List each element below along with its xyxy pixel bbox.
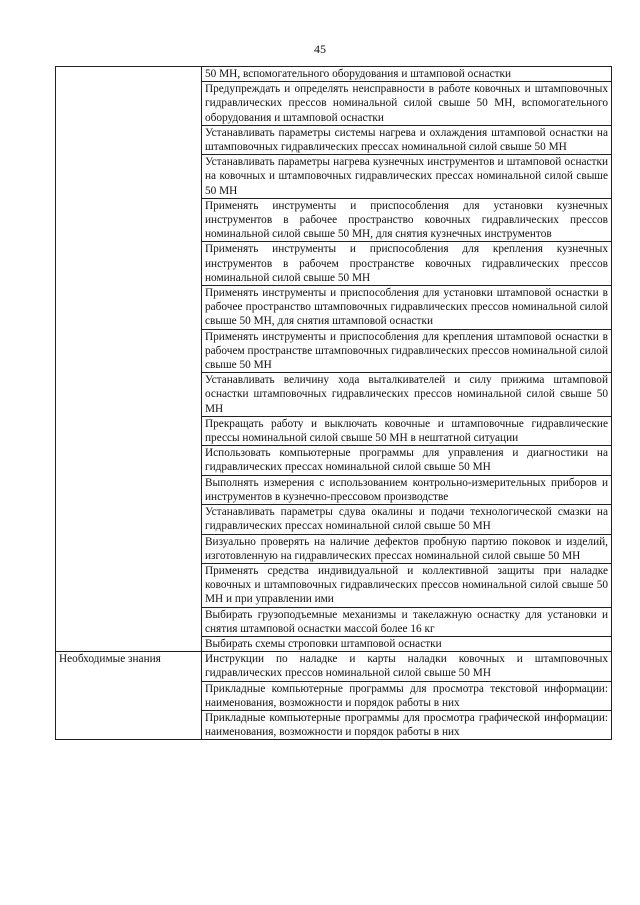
table-row bbox=[56, 681, 612, 710]
table-label-cell bbox=[56, 710, 202, 739]
table-label-cell bbox=[56, 607, 202, 636]
table-label-cell bbox=[56, 505, 202, 534]
table-label-cell bbox=[56, 125, 202, 154]
table-label-cell bbox=[56, 67, 202, 82]
table-text-cell: Применять инструменты и приспособления для крепления штамповой оснастки в рабочем пространстве штамповочных гидравлических прессов номинальной силой свыше 50 МН bbox=[202, 329, 612, 373]
table-text-cell: Устанавливать величину хода выталкивателей и силу прижима штамповой оснастки штамповочных гидравлических прессов номинальной силой свыше 50 МН bbox=[202, 373, 612, 417]
table-row bbox=[56, 505, 612, 534]
table-label-cell bbox=[56, 373, 202, 417]
table-label-cell: Необходимые знания bbox=[56, 652, 202, 681]
table-label-cell bbox=[56, 82, 202, 126]
table-text-cell: Выбирать грузоподъемные механизмы и такелажную оснастку для установки и снятия штамповой оснастки массой более 16 кг bbox=[202, 607, 612, 636]
table-label-cell bbox=[56, 198, 202, 242]
table-label-cell bbox=[56, 242, 202, 286]
table-text-cell: Предупреждать и определять неисправности в работе ковочных и штамповочных гидравлических прессов номинальной силой свыше 50 МН, вспомогательного оборудования и штамповой оснастки bbox=[202, 82, 612, 126]
table-label-cell bbox=[56, 446, 202, 475]
table-label-cell bbox=[56, 286, 202, 330]
table-row bbox=[56, 373, 612, 417]
skills-knowledge-table bbox=[55, 66, 612, 740]
table-row bbox=[56, 329, 612, 373]
table-label-cell bbox=[56, 636, 202, 651]
table-text-cell: Применять инструменты и приспособления для установки кузнечных инструментов в рабочее пространство ковочных гидравлических прессов номинальной силой свыше 50 МН, для снятия кузнечных инструментов bbox=[202, 198, 612, 242]
table-row bbox=[56, 125, 612, 154]
table-text-cell: Устанавливать параметры системы нагрева и охлаждения штамповой оснастки на штамповочных гидравлических прессах номинальной силой свыше 50 МН bbox=[202, 125, 612, 154]
table-label-cell bbox=[56, 534, 202, 563]
table-row bbox=[56, 198, 612, 242]
page-number: 45 bbox=[314, 42, 326, 56]
table-row bbox=[56, 607, 612, 636]
table-row bbox=[56, 534, 612, 563]
table-label-cell bbox=[56, 681, 202, 710]
table-row bbox=[56, 710, 612, 739]
table-row bbox=[56, 416, 612, 445]
table-text-cell: Использовать компьютерные программы для управления и диагностики на гидравлических прессах номинальной силой свыше 50 МН bbox=[202, 446, 612, 475]
table-label-cell bbox=[56, 416, 202, 445]
table-text-cell: Прикладные компьютерные программы для просмотра текстовой информации: наименования, возможности и порядок работы в них bbox=[202, 681, 612, 710]
table-row bbox=[56, 82, 612, 126]
table-text-cell: Применять средства индивидуальной и коллективной защиты при наладке ковочных и штамповочных гидравлических прессов номинальной силой свыше 50 МН и при управлении ими bbox=[202, 563, 612, 607]
table-label-cell bbox=[56, 329, 202, 373]
table-text-cell: Прекращать работу и выключать ковочные и штамповочные гидравлические прессы номинальной силой свыше 50 МН в нештатной ситуации bbox=[202, 416, 612, 445]
table-text-cell: Применять инструменты и приспособления для крепления кузнечных инструментов в рабочем пространстве ковочных гидравлических прессов номинальной силой свыше 50 МН bbox=[202, 242, 612, 286]
table-text-cell: Применять инструменты и приспособления для установки штамповой оснастки в рабочее пространство штамповочных гидравлических прессов номинальной силой свыше 50 МН, для снятия штамповой оснастки bbox=[202, 286, 612, 330]
table-row bbox=[56, 286, 612, 330]
table-row bbox=[56, 652, 612, 681]
table-label-cell bbox=[56, 155, 202, 199]
table-text-cell: Устанавливать параметры сдува окалины и подачи технологической смазки на гидравлических прессах номинальной силой свыше 50 МН bbox=[202, 505, 612, 534]
table-row bbox=[56, 563, 612, 607]
table-label-cell bbox=[56, 563, 202, 607]
table-row bbox=[56, 475, 612, 504]
table-row bbox=[56, 67, 612, 82]
table-text-cell: 50 МН, вспомогательного оборудования и штамповой оснастки bbox=[202, 67, 612, 82]
table-text-cell: Прикладные компьютерные программы для просмотра графической информации: наименования, возможности и порядок работы в них bbox=[202, 710, 612, 739]
table-text-cell: Выполнять измерения с использованием контрольно-измерительных приборов и инструментов в кузнечно-прессовом производстве bbox=[202, 475, 612, 504]
table-label-cell bbox=[56, 475, 202, 504]
table-row bbox=[56, 242, 612, 286]
table-row bbox=[56, 155, 612, 199]
table-text-cell: Выбирать схемы строповки штамповой оснастки bbox=[202, 636, 612, 651]
table-text-cell: Инструкции по наладке и карты наладки ковочных и штамповочных гидравлических прессов номинальной силой свыше 50 МН bbox=[202, 652, 612, 681]
table-row bbox=[56, 446, 612, 475]
table-row bbox=[56, 636, 612, 651]
table-text-cell: Визуально проверять на наличие дефектов пробную партию поковок и изделий, изготовленную на гидравлических прессах номинальной силой свыше 50 МН bbox=[202, 534, 612, 563]
table-text-cell: Устанавливать параметры нагрева кузнечных инструментов и штамповой оснастки на ковочных и штамповочных гидравлических прессах номинальной силой свыше 50 МН bbox=[202, 155, 612, 199]
